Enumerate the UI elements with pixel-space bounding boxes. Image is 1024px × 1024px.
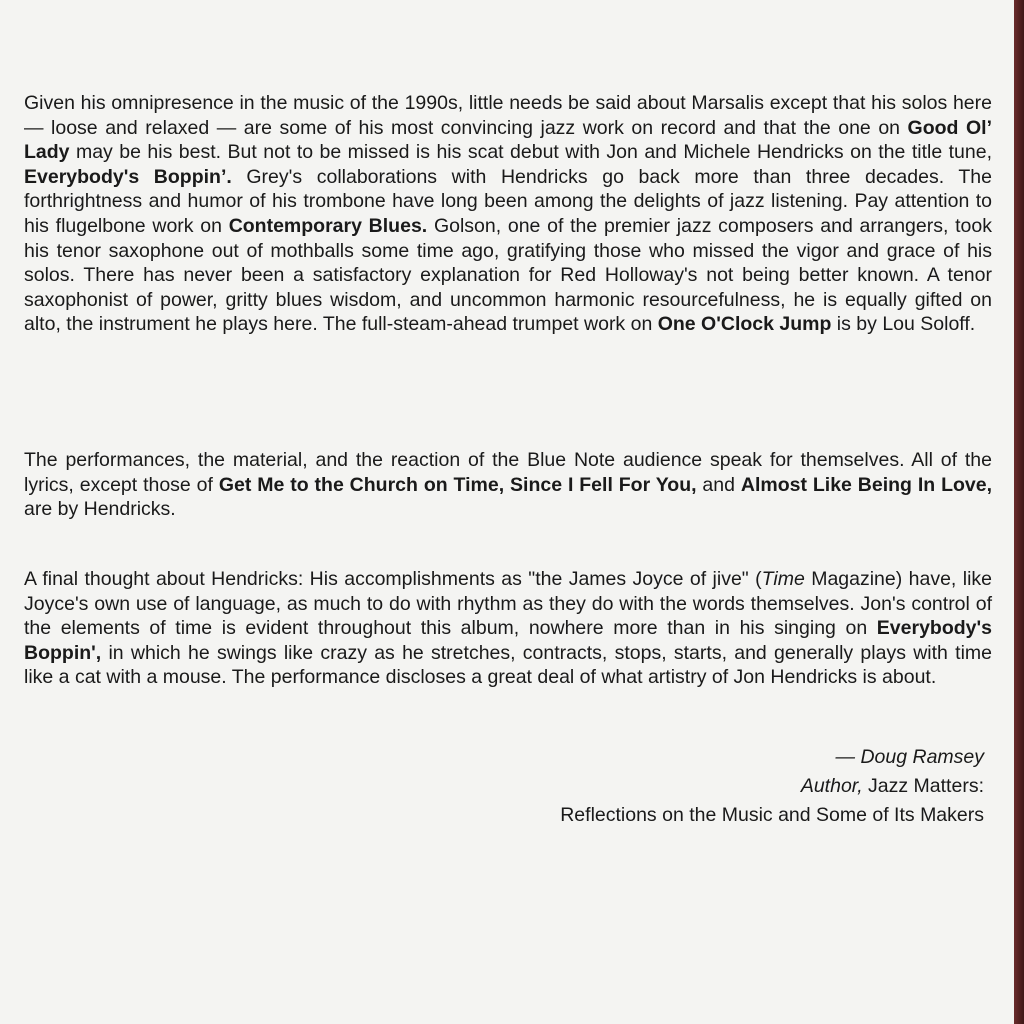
author-name: — Doug Ramsey [835,746,984,768]
p1-text-4: Golson, one of the premier jazz composers and arrangers, took his tenor saxophone out of mothballs some time ago, gratifying those who missed the vigor and grace of his solos. There has never been a satisfactory explanation for Red Holloway's not being better known. A tenor saxophonist of power, gritty blues wisdom, and uncommon harmonic resourcefulness, he is equally gifted on alto, the instrument he plays here. The full-steam-ahead trumpet work on [24,214,992,336]
p1-text-5: is by Lou Soloff. [831,313,976,336]
p1-title-contemporary-blues: Contemporary Blues. [228,214,428,237]
paragraph-3 [24,567,992,690]
signature-block [560,743,984,830]
paragraph-2 [24,448,992,522]
p3-text-1: A final thought about Hendricks: His accomplishments as "the James Joyce of jive" ( [24,568,762,590]
p3-title-everybodys-boppin: Everybody's Boppin', [24,617,992,664]
p2-titles-church-fell: Get Me to the Church on Time, Since I Fell For You, [218,473,697,496]
p3-time-italic: Time [761,568,805,590]
p1-title-everybodys-boppin: Everybody's Boppin’. [24,165,232,188]
p1-title-one-oclock-jump: One O'Clock Jump [657,313,832,336]
book-subtitle: Reflections on the Music and Some of Its Makers [560,804,984,826]
p1-text-3: Grey's collaborations with Hendricks go back more than three decades. The forthrightness and humor of his trombone have long been among the delights of jazz listening. Pay attention to his flugelbone work on [24,165,992,237]
p2-text-3: are by Hendricks. [24,498,176,521]
p2-title-almost-like: Almost Like Being In Love, [740,473,993,496]
p1-title-good-ol-lady: Good Ol’ Lady [24,116,992,164]
p2-text-2: and [696,473,741,496]
signature-name [560,743,984,772]
p3-text-3: in which he swings like crazy as he stretches, contracts, stops, starts, and generally plays with time like a cat with a mouse. The performance discloses a great deal of what artistry of Jon Hendricks is about. [24,641,992,689]
p1-text-1: Given his omnipresence in the music of the 1990s, little needs be said about Marsalis except that his solos here — loose and relaxed — are some of his most convincing jazz work on record and that the one on [24,92,992,139]
p1-text-2: may be his best. But not to be missed is his scat debut with Jon and Michele Hendricks on the title tune, [69,141,992,164]
p3-text-2: Magazine) have, like Joyce's own use of language, as much to do with rhythm as they do with the words themselves. Jon's control of the elements of time is evident throughout this album, nowhere more than in his singing on [24,568,993,640]
signature-role-line [560,772,984,801]
background-edge [1014,0,1024,1024]
paragraph-1 [24,91,992,337]
author-role: Author, [800,775,863,797]
p2-text-1: The performances, the material, and the reaction of the Blue Note audience speak for themselves. All of the lyrics, except those of [24,449,992,496]
book-title: Jazz Matters: [862,775,984,797]
